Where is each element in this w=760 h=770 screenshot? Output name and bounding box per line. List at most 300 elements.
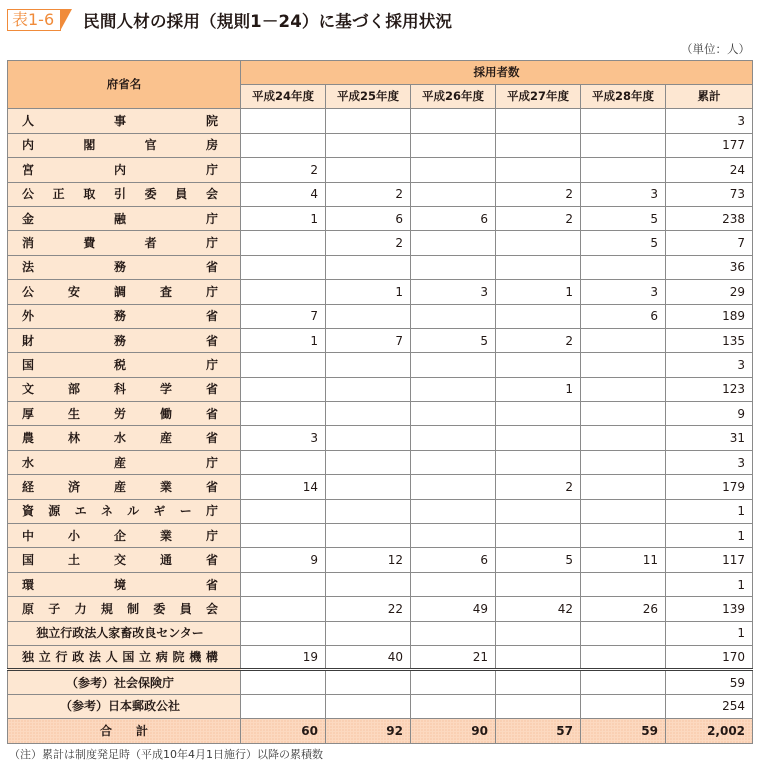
ministry-name-char: 者 <box>144 236 157 251</box>
value-cell <box>241 353 326 377</box>
value-cell <box>326 402 411 426</box>
value-cell <box>411 694 496 718</box>
ministry-name-char: 金 <box>22 211 35 226</box>
cumulative-cell: 3 <box>666 353 753 377</box>
value-cell: 3 <box>581 182 666 206</box>
value-cell: 2 <box>496 182 581 206</box>
ministry-name-char: 文 <box>22 382 35 397</box>
ministry-name-char: 立 <box>139 650 152 665</box>
cumulative-cell: 189 <box>666 304 753 328</box>
ministry-name-char: 法 <box>88 650 101 665</box>
recruitment-table <box>7 60 753 744</box>
ministry-name-char: 政 <box>72 650 85 665</box>
value-cell: 5 <box>496 548 581 572</box>
value-cell: 1 <box>241 206 326 230</box>
ministry-name-char: 務 <box>113 309 126 324</box>
value-cell: 42 <box>496 597 581 621</box>
ministry-name <box>8 280 241 304</box>
table-body <box>8 109 753 743</box>
ministry-name-char: 環 <box>22 577 35 592</box>
ministry-name-char: 委 <box>144 187 157 202</box>
ministry-name-char: 境 <box>113 577 126 592</box>
reference-row <box>8 670 753 694</box>
ministry-name-char: 員 <box>175 187 188 202</box>
table-row <box>8 450 753 474</box>
value-cell: 3 <box>411 280 496 304</box>
ministry-name-char: 制 <box>127 601 140 616</box>
value-cell <box>241 280 326 304</box>
ministry-name <box>8 377 241 401</box>
value-cell <box>411 621 496 645</box>
ministry-name-char: 産 <box>113 455 126 470</box>
table-row <box>8 499 753 523</box>
ministry-name-char: 務 <box>113 260 126 275</box>
title-row <box>7 7 452 33</box>
table-row <box>8 548 753 572</box>
ministry-name-char: 人 <box>105 650 118 665</box>
value-cell <box>411 231 496 255</box>
total-cell: 60 <box>241 719 326 743</box>
value-cell <box>241 377 326 401</box>
value-cell: 7 <box>241 304 326 328</box>
value-cell: 6 <box>411 206 496 230</box>
ministry-name <box>8 206 241 230</box>
value-cell: 5 <box>581 231 666 255</box>
value-cell <box>326 426 411 450</box>
cumulative-cell: 1 <box>666 499 753 523</box>
ministry-name-char: 学 <box>159 382 172 397</box>
value-cell: 21 <box>411 645 496 669</box>
value-cell <box>496 645 581 669</box>
ministry-name-char: 業 <box>159 479 172 494</box>
table-row <box>8 402 753 426</box>
ministry-name <box>8 524 241 548</box>
ministry-name-char: 労 <box>113 406 126 421</box>
table-row <box>8 597 753 621</box>
table-row <box>8 231 753 255</box>
value-cell <box>496 694 581 718</box>
value-cell <box>241 499 326 523</box>
ministry-name-char: 税 <box>113 357 126 372</box>
ministry-name-char: 省 <box>205 406 218 421</box>
value-cell <box>326 255 411 279</box>
value-cell: 4 <box>241 182 326 206</box>
ministry-name-char: 内 <box>22 138 35 153</box>
value-cell <box>411 304 496 328</box>
value-cell: 5 <box>411 328 496 352</box>
value-cell: 26 <box>581 597 666 621</box>
cumulative-cell: 36 <box>666 255 753 279</box>
value-cell <box>581 499 666 523</box>
value-cell <box>411 670 496 694</box>
value-cell <box>496 426 581 450</box>
cumulative-cell: 117 <box>666 548 753 572</box>
ministry-name-char: 構 <box>205 650 218 665</box>
ministry-name <box>8 572 241 596</box>
ministry-name-char: 働 <box>159 406 172 421</box>
ministry-name-char: 子 <box>48 601 61 616</box>
value-cell <box>581 475 666 499</box>
value-cell <box>241 133 326 157</box>
cumulative-cell: 139 <box>666 597 753 621</box>
ministry-name-char: 源 <box>48 504 61 519</box>
ministry-name-char: 公 <box>22 284 35 299</box>
grand-total-cell: 2,002 <box>666 719 753 743</box>
group-header-hires: 採用者数 <box>241 61 753 85</box>
value-cell <box>581 572 666 596</box>
value-cell <box>241 694 326 718</box>
ministry-name-char: 小 <box>67 528 80 543</box>
value-cell <box>581 670 666 694</box>
ministry-name-char: 立 <box>38 650 51 665</box>
ministry-name-char: 省 <box>205 333 218 348</box>
value-cell: 2 <box>241 158 326 182</box>
value-cell: 5 <box>581 206 666 230</box>
table-row <box>8 280 753 304</box>
ministry-name-char: 房 <box>205 138 218 153</box>
total-cell: 90 <box>411 719 496 743</box>
value-cell <box>581 450 666 474</box>
value-cell <box>411 402 496 426</box>
value-cell <box>496 304 581 328</box>
ministry-name <box>8 328 241 352</box>
ministry-name-char: 独立行政法人家畜改良センター <box>36 626 204 641</box>
value-cell <box>581 694 666 718</box>
value-cell <box>411 133 496 157</box>
value-cell <box>411 572 496 596</box>
ministry-name <box>8 182 241 206</box>
col-header-year-2: 平成26年度 <box>411 85 496 109</box>
ministry-name-char: 通 <box>159 553 172 568</box>
total-cell: 92 <box>326 719 411 743</box>
total-cell: 57 <box>496 719 581 743</box>
value-cell <box>581 109 666 133</box>
cumulative-cell: 1 <box>666 524 753 548</box>
value-cell: 6 <box>581 304 666 328</box>
table-row <box>8 377 753 401</box>
value-cell: 9 <box>241 548 326 572</box>
reference-name: （参考）社会保険庁 <box>8 670 241 694</box>
ministry-name-char: 省 <box>205 309 218 324</box>
col-header-cumulative: 累計 <box>666 85 753 109</box>
ministry-name-char: 規 <box>100 601 113 616</box>
ministry-name-char: 業 <box>159 528 172 543</box>
ministry-name-char: エ <box>74 504 87 519</box>
ministry-name-char: 中 <box>22 528 35 543</box>
cumulative-cell: 1 <box>666 621 753 645</box>
value-cell <box>326 450 411 474</box>
table-row <box>8 109 753 133</box>
value-cell: 1 <box>326 280 411 304</box>
unit-label: （単位：人） <box>681 42 750 56</box>
table-row <box>8 255 753 279</box>
value-cell: 6 <box>411 548 496 572</box>
ministry-name-char: 取 <box>83 187 96 202</box>
value-cell <box>411 499 496 523</box>
ministry-name <box>8 158 241 182</box>
ministry-name-char: 済 <box>67 479 80 494</box>
ministry-name-char: ギ <box>153 504 166 519</box>
value-cell <box>326 572 411 596</box>
cumulative-cell: 254 <box>666 694 753 718</box>
value-cell <box>496 450 581 474</box>
cumulative-cell: 3 <box>666 109 753 133</box>
ministry-name-char: ル <box>127 504 140 519</box>
ministry-name <box>8 475 241 499</box>
ministry-name-char: 林 <box>67 431 80 446</box>
ministry-name-char: 国 <box>122 650 135 665</box>
value-cell: 1 <box>241 328 326 352</box>
value-cell <box>496 158 581 182</box>
ministry-name-char: 省 <box>205 431 218 446</box>
reference-row <box>8 694 753 718</box>
value-cell: 6 <box>326 206 411 230</box>
table-row <box>8 353 753 377</box>
value-cell <box>581 621 666 645</box>
ministry-name-char: 省 <box>205 479 218 494</box>
ministry-name-char: 部 <box>67 382 80 397</box>
value-cell: 2 <box>496 475 581 499</box>
value-cell <box>581 328 666 352</box>
value-cell <box>496 133 581 157</box>
value-cell <box>581 645 666 669</box>
ministry-name <box>8 621 241 645</box>
cumulative-cell: 31 <box>666 426 753 450</box>
col-header-year-1: 平成25年度 <box>326 85 411 109</box>
table-row <box>8 158 753 182</box>
value-cell <box>581 158 666 182</box>
value-cell <box>241 572 326 596</box>
value-cell <box>581 402 666 426</box>
table-row <box>8 304 753 328</box>
table-row <box>8 475 753 499</box>
value-cell <box>326 524 411 548</box>
ministry-name-char: 費 <box>83 236 96 251</box>
value-cell <box>326 377 411 401</box>
ministry-name-char: 人 <box>22 114 35 129</box>
cumulative-cell: 177 <box>666 133 753 157</box>
value-cell <box>241 670 326 694</box>
ministry-name <box>8 133 241 157</box>
table-row <box>8 426 753 450</box>
value-cell <box>326 304 411 328</box>
value-cell: 2 <box>496 206 581 230</box>
ministry-name-char: ー <box>179 504 192 519</box>
ministry-name-char: 消 <box>22 236 35 251</box>
value-cell: 14 <box>241 475 326 499</box>
cumulative-cell: 238 <box>666 206 753 230</box>
value-cell <box>496 621 581 645</box>
value-cell: 2 <box>496 328 581 352</box>
ministry-name-char: 水 <box>113 431 126 446</box>
cumulative-cell: 1 <box>666 572 753 596</box>
value-cell <box>326 670 411 694</box>
value-cell: 2 <box>326 231 411 255</box>
ministry-name-char: 厚 <box>22 406 35 421</box>
ministry-name-char: 省 <box>205 553 218 568</box>
table-row <box>8 328 753 352</box>
ministry-name-char: 安 <box>67 284 80 299</box>
cumulative-cell: 9 <box>666 402 753 426</box>
value-cell <box>326 475 411 499</box>
ministry-name-char: 庁 <box>205 284 218 299</box>
cumulative-cell: 73 <box>666 182 753 206</box>
value-cell <box>241 524 326 548</box>
ministry-name-char: 国 <box>22 553 35 568</box>
ministry-name-char: 院 <box>205 114 218 129</box>
value-cell: 1 <box>496 280 581 304</box>
ministry-name <box>8 499 241 523</box>
ministry-name-char: 産 <box>159 431 172 446</box>
badge-label: 表1-6 <box>12 10 55 29</box>
table-row <box>8 133 753 157</box>
ministry-name-char: 外 <box>22 309 35 324</box>
ministry-name-char: 務 <box>113 333 126 348</box>
cumulative-cell: 123 <box>666 377 753 401</box>
col-header-ministry: 府省名 <box>8 61 241 109</box>
ministry-name-char: 省 <box>205 260 218 275</box>
table-number-badge <box>7 9 61 31</box>
ministry-name <box>8 548 241 572</box>
value-cell <box>411 426 496 450</box>
cumulative-cell: 170 <box>666 645 753 669</box>
value-cell: 40 <box>326 645 411 669</box>
ministry-name-char: 企 <box>113 528 126 543</box>
ministry-name-char: 員 <box>179 601 192 616</box>
page-title: 民間人材の採用（規則1－24）に基づく採用状況 <box>83 12 453 31</box>
col-header-year-4: 平成28年度 <box>581 85 666 109</box>
value-cell <box>326 109 411 133</box>
cumulative-cell: 135 <box>666 328 753 352</box>
value-cell <box>581 524 666 548</box>
cumulative-cell: 179 <box>666 475 753 499</box>
value-cell <box>581 133 666 157</box>
ministry-name-char: 科 <box>113 382 126 397</box>
table-row <box>8 572 753 596</box>
ministry-name-char: 機 <box>189 650 202 665</box>
ministry-name-char: 庁 <box>205 357 218 372</box>
ministry-name-char: 省 <box>205 577 218 592</box>
total-cell: 59 <box>581 719 666 743</box>
ministry-name-char: 国 <box>22 357 35 372</box>
ministry-name-char: 経 <box>22 479 35 494</box>
ministry-name-char: 農 <box>22 431 35 446</box>
ministry-name-char: 公 <box>22 187 35 202</box>
value-cell: 12 <box>326 548 411 572</box>
value-cell <box>326 621 411 645</box>
ministry-name <box>8 109 241 133</box>
value-cell <box>496 109 581 133</box>
value-cell <box>411 524 496 548</box>
table-row <box>8 206 753 230</box>
cumulative-cell: 3 <box>666 450 753 474</box>
cumulative-cell: 7 <box>666 231 753 255</box>
value-cell <box>241 231 326 255</box>
ministry-name-char: 病 <box>155 650 168 665</box>
ministry-name-char: 土 <box>67 553 80 568</box>
ministry-name-char: 法 <box>22 260 35 275</box>
cumulative-cell: 24 <box>666 158 753 182</box>
ministry-name-char: 正 <box>52 187 65 202</box>
ministry-name-char: 生 <box>67 406 80 421</box>
value-cell <box>241 597 326 621</box>
ministry-name-char: 水 <box>22 455 35 470</box>
value-cell <box>411 158 496 182</box>
ministry-name-char: 査 <box>159 284 172 299</box>
value-cell: 19 <box>241 645 326 669</box>
cumulative-cell: 29 <box>666 280 753 304</box>
value-cell <box>496 255 581 279</box>
value-cell <box>496 231 581 255</box>
ministry-name-char: 財 <box>22 333 35 348</box>
reference-name: （参考）日本郵政公社 <box>8 694 241 718</box>
value-cell <box>496 524 581 548</box>
col-header-year-3: 平成27年度 <box>496 85 581 109</box>
ministry-name-char: 会 <box>205 601 218 616</box>
ministry-name-char: 庁 <box>205 455 218 470</box>
ministry-name-char: 交 <box>113 553 126 568</box>
value-cell <box>411 353 496 377</box>
ministry-name-char: 官 <box>144 138 157 153</box>
value-cell <box>411 182 496 206</box>
total-label: 合 計 <box>8 719 241 743</box>
table-row <box>8 182 753 206</box>
cumulative-cell: 59 <box>666 670 753 694</box>
value-cell: 2 <box>326 182 411 206</box>
ministry-name-char: 事 <box>113 114 126 129</box>
value-cell <box>326 158 411 182</box>
value-cell <box>496 572 581 596</box>
value-cell <box>411 377 496 401</box>
value-cell: 3 <box>241 426 326 450</box>
ministry-name <box>8 231 241 255</box>
ministry-name-char: 独 <box>22 650 35 665</box>
value-cell <box>241 255 326 279</box>
value-cell <box>241 621 326 645</box>
ministry-name <box>8 426 241 450</box>
value-cell <box>581 377 666 401</box>
ministry-name-char: ネ <box>100 504 113 519</box>
ministry-name-char: 宮 <box>22 162 35 177</box>
value-cell <box>241 109 326 133</box>
ministry-name <box>8 353 241 377</box>
footnote: （注）累計は制度発足時（平成10年4月1日施行）以降の累積数 <box>9 748 323 761</box>
ministry-name-char: 庁 <box>205 236 218 251</box>
value-cell <box>326 499 411 523</box>
value-cell: 7 <box>326 328 411 352</box>
value-cell <box>411 450 496 474</box>
ministry-name-char: 力 <box>74 601 87 616</box>
ministry-name-char: 融 <box>113 211 126 226</box>
ministry-name-char: 産 <box>113 479 126 494</box>
value-cell <box>496 353 581 377</box>
value-cell <box>411 255 496 279</box>
ministry-name-char: 庁 <box>205 528 218 543</box>
ministry-name-char: 資 <box>22 504 35 519</box>
ministry-name-char: 庁 <box>205 504 218 519</box>
value-cell <box>581 353 666 377</box>
value-cell <box>411 475 496 499</box>
ministry-name-char: 調 <box>113 284 126 299</box>
value-cell: 3 <box>581 280 666 304</box>
value-cell <box>581 426 666 450</box>
ministry-name-char: 省 <box>205 382 218 397</box>
value-cell <box>581 255 666 279</box>
value-cell <box>496 670 581 694</box>
ministry-name-char: 庁 <box>205 162 218 177</box>
ministry-name-char: 内 <box>113 162 126 177</box>
value-cell <box>496 499 581 523</box>
